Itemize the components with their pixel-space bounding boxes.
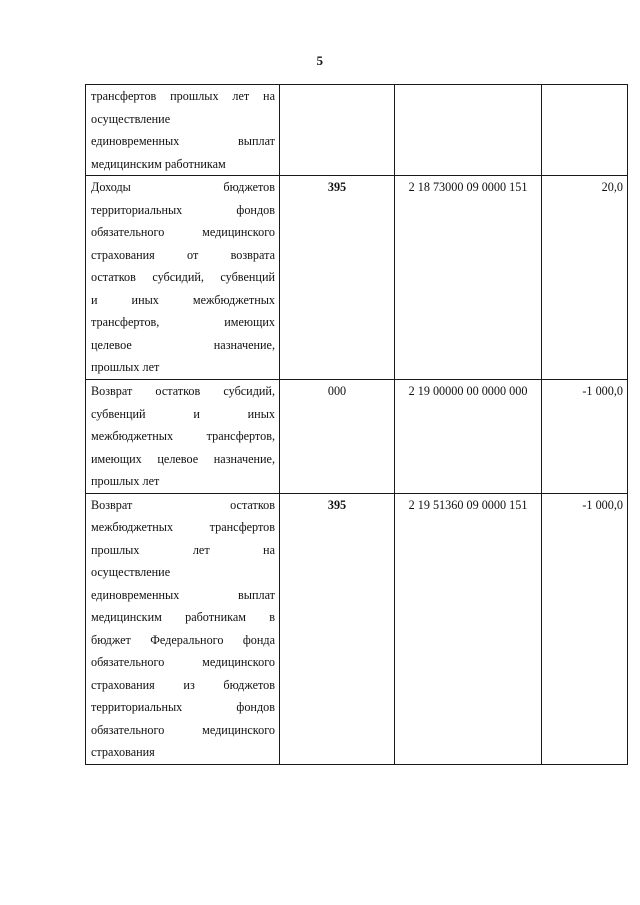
row-name-line: остатков субсидий, субвенций [91, 270, 275, 284]
row-name-line: единовременных выплат [91, 587, 275, 602]
table-row [86, 493, 628, 764]
row-name-line: прошлых лет [91, 474, 160, 488]
row-name-line: Возврат остатков субсидий, [91, 384, 275, 398]
row-name-line: межбюджетных трансфертов [91, 520, 275, 534]
row-name-line: медицинским работникам [91, 156, 226, 171]
row-name-line: осуществление [91, 111, 171, 126]
row-name-line: субвенций и иных [91, 406, 275, 421]
row-name-line: целевое назначение, [91, 337, 275, 352]
row-admin-code-cell [280, 85, 395, 176]
row-name-line: бюджет Федерального фонда [91, 632, 275, 647]
row-name-line: страхования от возврата [91, 247, 275, 262]
row-name-line: страхования [91, 745, 155, 759]
row-name-cell [86, 380, 280, 494]
row-kbk-cell: 2 19 51360 09 0000 151 [395, 493, 542, 764]
row-name-line: обязательного медицинского [91, 722, 275, 737]
table-row [86, 176, 628, 380]
row-admin-code-cell: 395 [280, 176, 395, 380]
row-name-line: трансфертов, имеющих [91, 315, 275, 329]
row-name-line: обязательного медицинского [91, 655, 275, 669]
row-admin-code-cell: 395 [280, 493, 395, 764]
row-name-line: территориальных фондов [91, 700, 275, 714]
row-name-line: единовременных выплат [91, 134, 275, 148]
budget-table [85, 84, 628, 765]
row-name-cell [86, 493, 280, 764]
row-name-cell [86, 176, 280, 380]
row-name-line: имеющих целевое назначение, [91, 451, 275, 466]
row-name-cell [86, 85, 280, 176]
row-name-line: медицинским работникам в [91, 610, 275, 624]
table-row [86, 85, 628, 176]
row-amount-cell: -1 000,0 [542, 493, 628, 764]
row-amount-cell: -1 000,0 [542, 380, 628, 494]
row-kbk-cell: 2 19 00000 00 0000 000 [395, 380, 542, 494]
row-name-line: прошлых лет на [91, 542, 275, 557]
row-name-line: территориальных фондов [91, 202, 275, 217]
row-amount-cell [542, 85, 628, 176]
page-number: 5 [316, 53, 324, 68]
row-name-line: осуществление [91, 565, 171, 579]
row-name-line: Возврат остатков [91, 497, 275, 512]
row-kbk-cell [395, 85, 542, 176]
row-name-line: обязательного медицинского [91, 225, 275, 239]
row-kbk-cell: 2 18 73000 09 0000 151 [395, 176, 542, 380]
row-admin-code-cell: 000 [280, 380, 395, 494]
table-row [86, 380, 628, 494]
row-name-line: прошлых лет [91, 360, 160, 374]
row-name-line: страхования из бюджетов [91, 677, 275, 692]
row-name-line: межбюджетных трансфертов, [91, 429, 275, 443]
row-name-line: трансфертов прошлых лет на [91, 89, 275, 103]
row-name-line: и иных межбюджетных [91, 292, 275, 307]
row-amount-cell: 20,0 [542, 176, 628, 380]
row-name-line: Доходы бюджетов [91, 180, 275, 194]
